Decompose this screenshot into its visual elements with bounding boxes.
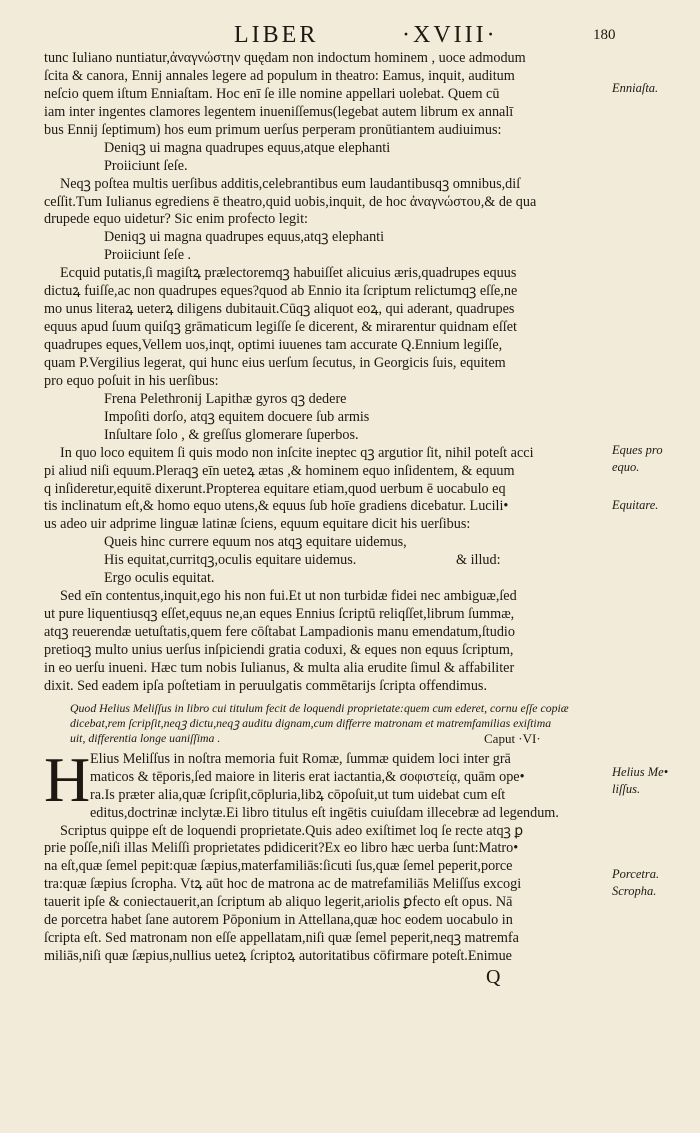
main-text-block [44, 50, 602, 966]
text-line: Ecquid putatis,ſi magiſtꝝ prælectoremqꝫ habuiſſet alicuius æris,quadrupes equus [60, 265, 517, 282]
verse-line [44, 552, 602, 570]
text-line: tunc Iuliano nuntiatur,ἀναγνώστην quędam non indoctum hominem , uoce admodum [44, 50, 526, 66]
text-line: equus apud ſuum quiſqꝫ grāmaticum legiſſe ſe dicerent, & mirarentur quidnam eſſet [44, 319, 517, 336]
text-line: na eſt,quæ ſemel pepit:quæ ſæpius,materfamiliās:ſicuti ſus,quæ ſemel peperit,porce [44, 858, 513, 875]
verse-line: Inſultare ſolo , & greſſus glomerare ſuperbos. [104, 426, 359, 443]
text-line: quam P.Vergilius legerat, qui hunc eius uerſum ſecutus, in Georgicis ſuis, equitem [44, 354, 506, 371]
verse-line: Proiiciunt ſeſe. [104, 157, 188, 174]
text-line: iam inter ingentes clamores legentem inueniſſemus(legebat autem librum ex annalī [44, 103, 514, 120]
chapter-summary-line: Quod Helius Meliſſus in libro cui titulum fecit de loquendi proprietate:quem cum ederet, cornu eſſe copiæ [70, 700, 569, 715]
text-line: tis inclinatum eſt,& homo equo utens,& equus ſub hoīe gradiens dicebatur. Lucili• [44, 498, 509, 515]
text-line: atqꝫ reuerendæ uetuſtatis,quem fere cōſtabat Lampadionis manu emendatum,ſtudio [44, 624, 515, 640]
text-line: In quo loco equitem ſi quis modo non inſcite ineptec qꝫ argutior ſit, nihil poteſt acci [60, 444, 534, 461]
marginal-note-text: Scropha. [612, 884, 657, 898]
text-line: ſcripta eſt. Sed matronam non eſſe appellatam,niſi quæ ſemel peperit,neqꝫ matremfa [44, 930, 519, 947]
text-line: de porcetra habet ſane autorem Pōponium in Attellana,quæ hoc eodem uocabulo in [44, 912, 513, 929]
text-line: tra:quæ ſæpius ſcropha. Vtꝝ aūt hoc de matrona ac de matrefamiliās Meliſſus excogi [44, 876, 522, 893]
marginal-note-text: Eques pro [612, 443, 663, 457]
marginal-note-text: liſſus. [612, 782, 641, 796]
verse-line: Proiiciunt ſeſe . [104, 247, 192, 264]
text-line: neſcio quem iſtum Enniaſtam. Hoc enī ſe ille nomine appellari uolebat. Quem cū [44, 85, 500, 102]
text-line: pi aliud niſi equum.Pleraqꝫ eīn ueteꝝ ætas ,& hominem equo inſidentem, & equum [44, 462, 515, 479]
verse-line: Deniqꝫ ui magna quadrupes equus,atqꝫ elephanti [104, 229, 385, 246]
text-line: in eo uerſu inueni. Hæc tum nobis Iulianus, & multa alia erudite ſimul & affabiliter [44, 659, 515, 676]
marginal-note-text: equo. [612, 460, 640, 474]
text-line: dictuꝝ fuiſſe,ac non quadrupes eques?quod ab Ennio ita ſcriptum relictumqꝫ eſſe,ne [44, 283, 518, 300]
text-line: Sed eīn contentus,inquit,ego his non fui.Et ut non turbidæ fidei nec ambiguæ,ſed [60, 588, 517, 605]
marginal-note [612, 764, 698, 798]
marginal-note-text: Enniaſta. [612, 81, 659, 95]
text-line: ſcita & canora, Ennij annales legere ad populum in theatro: Eamus, inquit, auditum [44, 67, 515, 84]
text-line: miliās,niſi quæ ſæpius,nullius ueteꝝ ſcriptoꝝ autoritatibus cōfirmare poteſt.Enimue [44, 948, 512, 965]
text-line: pro equo poſuit in his uerſibus: [44, 372, 219, 389]
text-line: dixit. Sed eadem ipſa poſtetiam in peruulgatis commētarijs ſcripta offendimus. [44, 677, 487, 694]
folio-number: 180 [593, 27, 616, 43]
catchword: Q [486, 966, 501, 988]
text-line: ut pure liquentiusqꝫ eſſet,equus ne,an eques Ennius ſcriptū reliqſſet,librum ſummæ, [44, 606, 515, 623]
text-line: q inſideretur,equitē dixerunt.Propterea equitare etiam,quod uerbum ē uocabulo eq [44, 480, 506, 497]
chapter-summary-text: uit, differentia longe uaniſſima . [70, 730, 221, 745]
text-line: bus Ennij ſeptimum) hos eum primum uerſus perperam pronūtiantem audiuimus: [44, 121, 502, 138]
text-line: ceſſit.Tum Iulianus egrediens ē theatro,quid uobis,inquit, de hoc ἀναγνώστου,& de qua [44, 193, 537, 210]
marginal-note [612, 866, 698, 900]
book-number: ·XVIII· [402, 22, 498, 48]
chapter-heading: Caput ·VI· [484, 730, 541, 746]
marginal-note [612, 497, 698, 514]
text-line: Scriptus quippe eſt de loquendi proprietate.Quis adeo exiſtimet loq ſe recte atqꝫ ꝑ [60, 822, 524, 839]
text-line: Elius Meliſſus in noſtra memoria fuit Romæ, ſummæ quidem loci inter grā [90, 750, 511, 767]
verse-line: Ergo oculis equitat. [104, 570, 215, 587]
text-line: ra.Is præter alia,quæ ſcripſit,cōpluria,libꝝ cōpoſuit,ut tum uidebat cum eſt [90, 786, 506, 803]
verse-line: Deniqꝫ ui magna quadrupes equus,atque elephanti [104, 139, 391, 156]
chapter-summary-line: dicebat,rem ſcripſit,neqꝫ dictu,neqꝫ auditu dignam,cum differre matronam et matremfamilias exiſtima [70, 715, 552, 730]
text-line: us adeo uir adprime linguæ latinæ ſciens, equum equitare dicit his uerſibus: [44, 516, 471, 533]
verse-line: Impoſiti dorſo, atqꝫ equitem docuere ſub armis [104, 408, 370, 425]
text-line: maticos & tēporis,ſed maiore in literis erat iactantia,& σοφιστείᾳ, quām ope• [90, 768, 525, 785]
running-title: LIBER [234, 22, 319, 48]
marginal-note-text: Helius Me• [612, 765, 669, 779]
chapter-summary-line [44, 731, 602, 746]
marginal-note [612, 442, 698, 476]
running-header [0, 22, 700, 52]
verse-text: His equitat,curritqꝫ,oculis equitare uidemus. [104, 552, 357, 569]
marginal-note-text: Porcetra. [612, 867, 660, 881]
text-line: drupede equo uidetur? Sic enim profecto legit: [44, 211, 308, 228]
text-line: Neqꝫ poſtea multis uerſibus additis,celebrantibus eum laudantibusqꝫ omnibus,diſ [60, 175, 521, 192]
text-line: prie poſſe,niſi illas Meliſſi proprietates pdidicerit?Ex eo libro hæc uerba ſunt:Matro• [44, 840, 519, 857]
verse-line: Frena Pelethronij Lapithæ gyros qꝫ dedere [104, 390, 347, 407]
text-line: pretioqꝫ multo unius uerſus inſpiciendi gratia coduxi, & eques non equus ſcriptum, [44, 641, 514, 658]
drop-capital: H [44, 743, 91, 815]
marginal-note [612, 80, 698, 97]
text-line: editus,doctrinæ inclytæ.Ei libro titulus eſt ingētis cuiuſdam illecebræ ad legendum. [90, 804, 559, 821]
verse-line: Queis hinc currere equum nos atqꝫ equitare uidemus, [104, 534, 407, 551]
marginal-note-text: Equitare. [612, 498, 659, 512]
text-line: quadrupes eques,Vellem uos,inqt, optimi iuuenes tam accurate Q.Ennium legiſſe, [44, 337, 503, 353]
verse-aside: & illud: [456, 552, 501, 569]
text-line: tauerit ipſe & coniectauerit,an ſcriptum ab aliquo legerit,ariolis ꝑfecto eſt opus. Nā [44, 894, 513, 911]
text-line: mo unus literaꝝ ueterꝝ diligens dubitauit.Cūqꝫ aliquot eoꝝ, qui aderant, quadrupes [44, 301, 515, 318]
